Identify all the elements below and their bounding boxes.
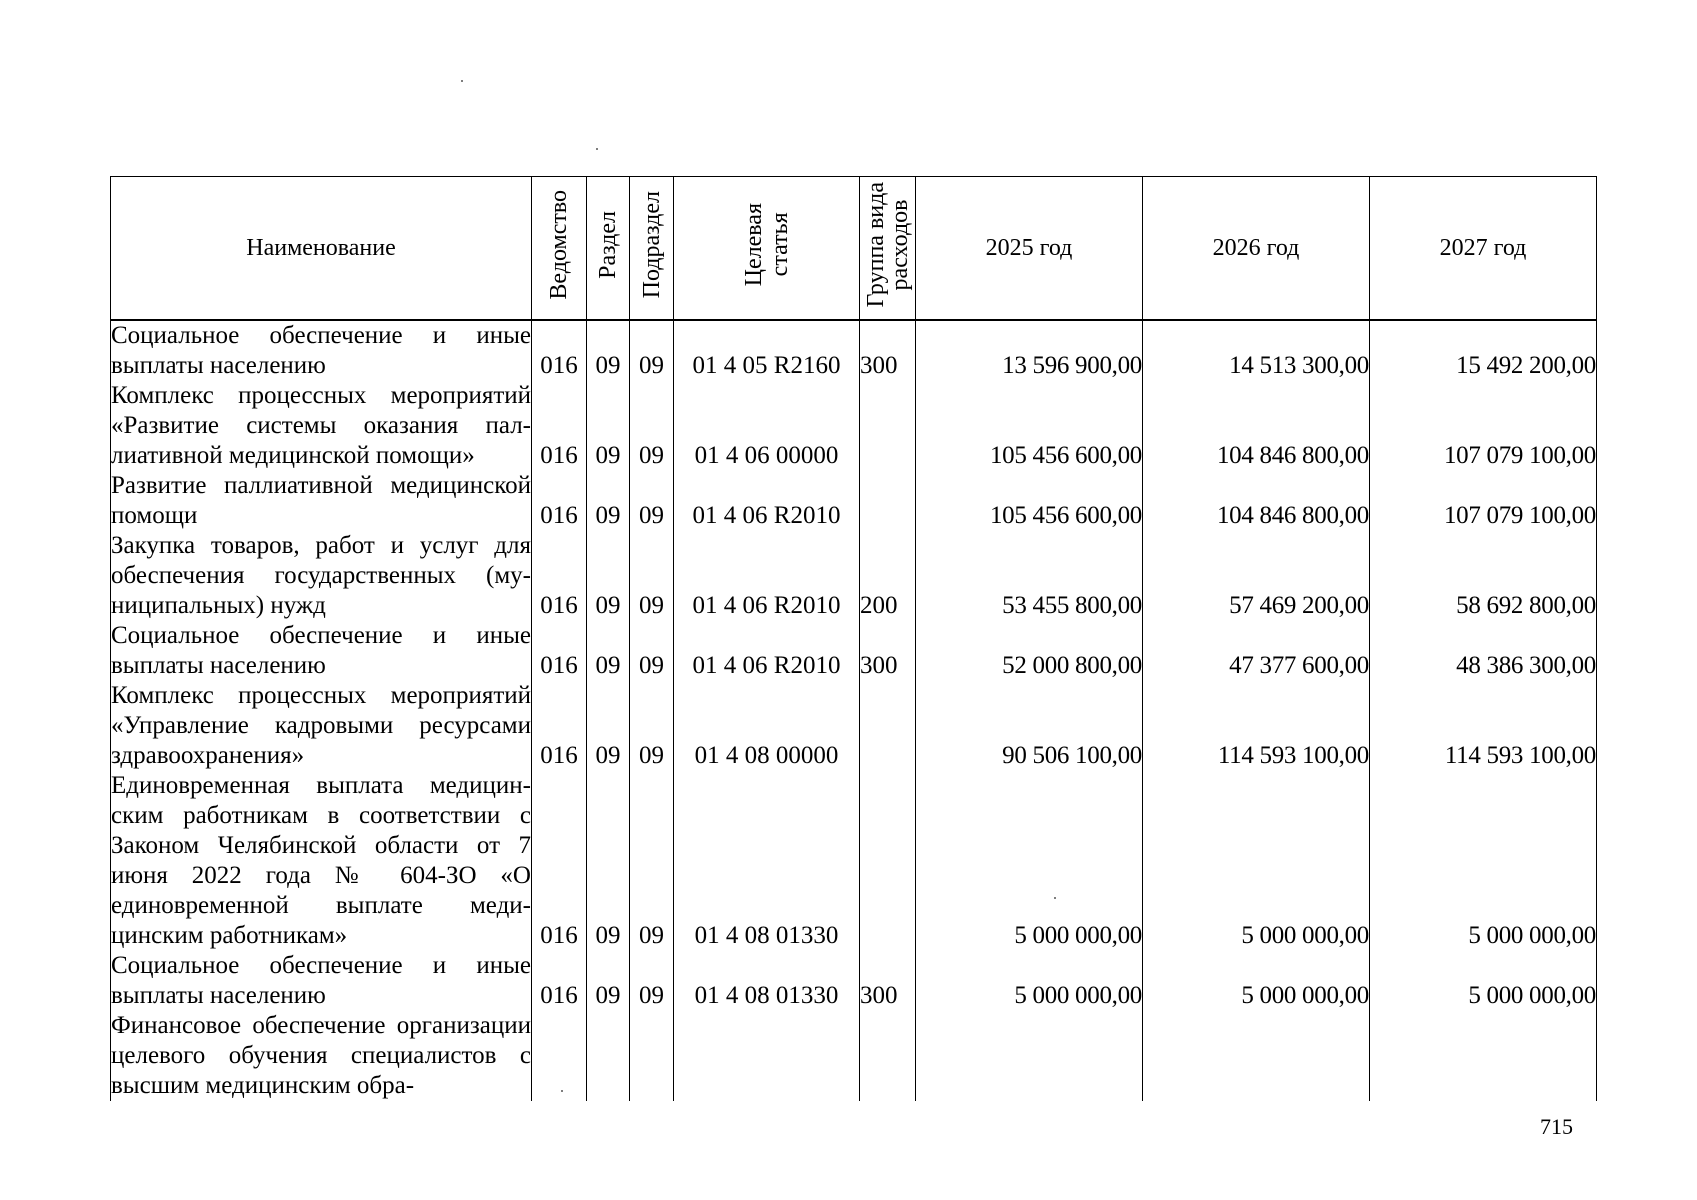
scan-speck [596,148,598,150]
row-amount-2026: 5 000 000,00 [1143,951,1370,1011]
table-row [111,951,1597,1011]
row-expense-group: 300 [860,621,916,681]
table-row [111,320,1597,381]
row-expense-group: 300 [860,320,916,381]
header-name: Наименование [111,177,532,321]
row-amount-2026: 14 513 300,00 [1143,320,1370,381]
row-subsection: 09 [630,621,674,681]
row-subsection [630,1011,674,1101]
row-target-article: 01 4 08 01330 [674,771,860,951]
row-amount-2026: 104 846 800,00 [1143,381,1370,471]
row-name: Социальное обеспечение и иные выплаты населению [111,322,531,379]
row-amount-2026: 57 469 200,00 [1143,531,1370,621]
row-amount-2027: 5 000 000,00 [1370,951,1597,1011]
row-amount-2027: 114 593 100,00 [1370,681,1597,771]
row-department: 016 [532,320,587,381]
row-name: Комплекс процессных мероприятий «Управление кадровыми ресурсами здравоохранения» [111,682,531,769]
row-name: Развитие паллиативной медицинской помощи [111,472,531,529]
header-target-article-line1: Целевая [740,203,767,287]
row-expense-group [860,771,916,951]
row-amount-2025: 105 456 600,00 [916,471,1143,531]
table-row [111,1011,1597,1101]
row-amount-2027: 15 492 200,00 [1370,320,1597,381]
row-name: Единовременная выплата медицинским работникам в соответствии с Законом Челябинской области от 7 июня 2022 года № 604-ЗО «О единовременной выплате медицинским работникам» [111,772,531,949]
row-target-article: 01 4 06 R2010 [674,471,860,531]
header-year-2027: 2027 год [1370,177,1597,321]
budget-table-container [110,176,1596,1101]
row-amount-2026: 114 593 100,00 [1143,681,1370,771]
row-subsection: 09 [630,471,674,531]
row-amount-2026 [1143,1011,1370,1101]
table-header [111,177,1597,321]
header-department: Ведомство [532,177,587,321]
row-expense-group [860,1011,916,1101]
table-row [111,681,1597,771]
row-target-article: 01 4 06 R2010 [674,621,860,681]
header-subsection: Подраздел [630,177,674,321]
row-expense-group [860,681,916,771]
header-expense-group-line1: Группа вида [862,182,889,308]
row-subsection: 09 [630,381,674,471]
row-subsection: 09 [630,681,674,771]
row-expense-group: 300 [860,951,916,1011]
header-expense-group-line2: расходов [886,199,913,291]
row-section: 09 [587,771,630,951]
row-target-article [674,1011,860,1101]
row-amount-2025: 5 000 000,00 [916,771,1143,951]
table-body [111,320,1597,1101]
row-department: 016 [532,681,587,771]
row-target-article: 01 4 05 R2160 [674,320,860,381]
row-department: 016 [532,531,587,621]
row-section: 09 [587,381,630,471]
budget-table [110,176,1597,1101]
row-amount-2027: 58 692 800,00 [1370,531,1597,621]
row-section [587,1011,630,1101]
row-target-article: 01 4 06 00000 [674,381,860,471]
row-amount-2027 [1370,1011,1597,1101]
table-row [111,381,1597,471]
table-row [111,621,1597,681]
row-section: 09 [587,681,630,771]
header-expense-group [860,177,916,321]
row-subsection: 09 [630,771,674,951]
row-expense-group: 200 [860,531,916,621]
row-section: 09 [587,471,630,531]
row-subsection: 09 [630,320,674,381]
row-target-article: 01 4 08 01330 [674,951,860,1011]
row-amount-2025: 53 455 800,00 [916,531,1143,621]
row-amount-2027: 107 079 100,00 [1370,381,1597,471]
row-name: Комплекс процессных мероприятий «Развитие системы оказания паллиативной медицинской помощи» [111,382,531,469]
row-amount-2025 [916,1011,1143,1101]
scan-speck [461,80,463,82]
row-amount-2025: 90 506 100,00 [916,681,1143,771]
row-department: 016 [532,951,587,1011]
row-expense-group [860,471,916,531]
row-section: 09 [587,951,630,1011]
header-target-article-line2: статья [766,213,793,277]
row-amount-2025: 5 000 000,00 [916,951,1143,1011]
row-subsection: 09 [630,531,674,621]
row-target-article: 01 4 06 R2010 [674,531,860,621]
table-row [111,531,1597,621]
row-department: 016 [532,621,587,681]
row-amount-2026: 47 377 600,00 [1143,621,1370,681]
header-target-article [674,177,860,321]
row-amount-2027: 107 079 100,00 [1370,471,1597,531]
row-amount-2025: 105 456 600,00 [916,381,1143,471]
row-amount-2025: 52 000 800,00 [916,621,1143,681]
row-section: 09 [587,531,630,621]
row-name: Закупка товаров, работ и услуг для обеспечения государственных (муниципальных) нужд [111,532,531,619]
row-subsection: 09 [630,951,674,1011]
row-section: 09 [587,621,630,681]
row-section: 09 [587,320,630,381]
row-name: Социальное обеспечение и иные выплаты населению [111,952,531,1009]
row-amount-2025: 13 596 900,00 [916,320,1143,381]
table-row [111,471,1597,531]
page-number: 715 [1540,1114,1573,1139]
header-section: Раздел [587,177,630,321]
row-amount-2027: 5 000 000,00 [1370,771,1597,951]
header-year-2026: 2026 год [1143,177,1370,321]
row-department: 016 [532,471,587,531]
row-target-article: 01 4 08 00000 [674,681,860,771]
row-name: Социальное обеспечение и иные выплаты населению [111,622,531,679]
row-department: 016 [532,381,587,471]
row-name: Финансовое обеспечение организации целевого обучения специалистов с высшим медицинским обра- [111,1012,531,1099]
table-row [111,771,1597,951]
row-amount-2027: 48 386 300,00 [1370,621,1597,681]
row-amount-2026: 104 846 800,00 [1143,471,1370,531]
row-amount-2026: 5 000 000,00 [1143,771,1370,951]
row-department: 016 [532,771,587,951]
row-expense-group [860,381,916,471]
row-department [532,1011,587,1101]
header-year-2025: 2025 год [916,177,1143,321]
